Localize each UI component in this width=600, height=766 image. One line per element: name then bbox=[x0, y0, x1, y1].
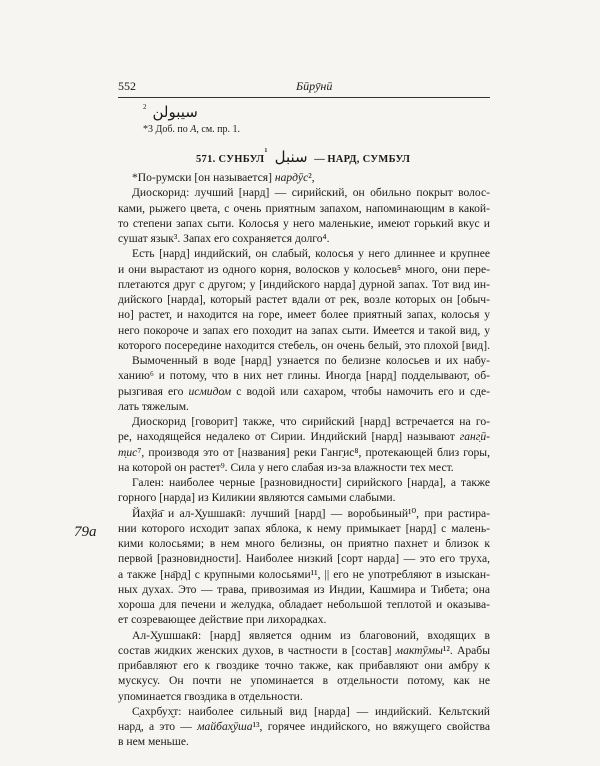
page-header bbox=[118, 79, 490, 97]
entry-translation: — НАРД, СУМБУЛ bbox=[314, 154, 411, 165]
text-run: с водой или сахаром, чтобы намочить его и сде- bbox=[231, 384, 490, 398]
text-run: ханию⁶ и потому, что в них нет глины. Иногда [нард] подделывают, об- bbox=[118, 369, 490, 383]
text-line bbox=[118, 246, 490, 261]
entry-title bbox=[196, 148, 410, 166]
text-line bbox=[118, 719, 490, 734]
text-line bbox=[118, 307, 490, 322]
entry-number: 571. СУНБУЛ bbox=[196, 154, 265, 165]
footnote-3 bbox=[143, 124, 240, 135]
text-line bbox=[118, 460, 490, 475]
text-line bbox=[118, 368, 490, 383]
text-run: ¹³, горячее индийского, но вяжущего свойства bbox=[252, 720, 490, 733]
text-line bbox=[118, 536, 490, 551]
text-line bbox=[118, 689, 490, 704]
text-line bbox=[118, 551, 490, 566]
italic-term: нардӯс bbox=[274, 171, 309, 184]
text-run: сушат язык³. Запах его сохраняется долго⁴. bbox=[118, 232, 330, 245]
text-run: нии которого исходит запах яблока, к нему примыкает [нард] с малень- bbox=[118, 521, 490, 535]
text-run: на которой он растет⁹. Сила у него слабая из-за влажности тех мест. bbox=[118, 460, 454, 474]
text-run: ², bbox=[308, 171, 315, 184]
entry-body bbox=[118, 170, 490, 750]
text-run: в нем меньше. bbox=[118, 735, 189, 749]
text-run: прибавляют его к гвоздике точно также, как прибавляют они амбру к bbox=[118, 659, 490, 672]
text-line bbox=[118, 429, 490, 444]
text-run: *По-румски [он называется] bbox=[132, 171, 275, 184]
text-run: ет созревающее действие при лихорадках. bbox=[118, 613, 327, 627]
text-run: ных духах. Это — трава, привозимая из Индии, Кашмира и Тибета; она bbox=[118, 582, 490, 596]
text-run: первой [разновидности]. Наиболее низкий [сорт нарда] — это его труха, bbox=[118, 552, 490, 566]
text-run: которого посередине находится стебель, он очень белый, это плохой [вид]. bbox=[118, 338, 490, 352]
text-line bbox=[118, 643, 490, 658]
text-run: упоминается гвоздика в отдельности. bbox=[118, 689, 303, 703]
text-run: состав жидких женских духов, в частности в [состав] bbox=[118, 643, 396, 657]
text-run: Диоскорид: лучший [нард] — сирийский, он обильно покрыт волос- bbox=[132, 186, 490, 200]
text-line bbox=[118, 490, 490, 505]
footnote-2-marker: 2 bbox=[143, 103, 147, 111]
footnote-2-arabic: سيبولن bbox=[152, 103, 198, 121]
italic-term: т̣ис bbox=[118, 445, 138, 459]
text-run: Вымоченный в воде [нард] узнается по белизне колосьев и их набу- bbox=[132, 354, 490, 367]
page-number: 552 bbox=[118, 79, 136, 93]
text-run: дийского [нарда], который растет вдали от рек, возле которых он [обыч- bbox=[118, 293, 490, 306]
text-run: ⁷, производя это от [названия] реки Ганг̣ис⁸, протекающей близ горы, bbox=[137, 445, 490, 459]
text-line bbox=[118, 475, 490, 490]
text-line bbox=[118, 521, 490, 536]
text-run: С̣ахрбух̮т: наиболее сильный вид [нарда] — индийский. Кельтский bbox=[132, 704, 490, 718]
text-run: но] растет, и находится на горе, имеет более приятный запах, колосья у bbox=[118, 308, 490, 322]
margin-folio-note: 79a bbox=[74, 524, 97, 540]
text-run: нард, а это — bbox=[118, 720, 198, 733]
text-line bbox=[118, 323, 490, 338]
text-line bbox=[118, 673, 490, 688]
text-line bbox=[118, 734, 490, 749]
text-run: горного [нарда] из Киликии являются самыми слабыми. bbox=[118, 491, 396, 505]
text-line bbox=[118, 704, 490, 719]
text-run: то степени запах сыти. Колосья у него маленькие, имеют горький вкус и bbox=[118, 216, 490, 230]
text-line bbox=[118, 445, 490, 460]
text-run: Диоскорид [говорит] также, что сирийский [нард] встречается на го- bbox=[132, 415, 490, 428]
text-line bbox=[118, 277, 490, 292]
text-run: хороша для печени и желудка, обладает небольшой теплотой и оказыва- bbox=[118, 598, 490, 611]
text-line bbox=[118, 185, 490, 200]
text-run: Есть [нард] индийский, он слабый, колосья у него длиннее и крупнее bbox=[132, 247, 490, 261]
text-line bbox=[118, 353, 490, 368]
footnote-2 bbox=[143, 103, 198, 121]
entry-marker: 1 bbox=[264, 148, 268, 154]
text-line bbox=[118, 582, 490, 597]
text-line bbox=[118, 567, 490, 582]
text-line bbox=[118, 628, 490, 643]
footnote-3-text-c: , см. пр. 1. bbox=[196, 124, 240, 135]
text-run: кими колосьями; в нем много белизны, он приятно пахнет и близок к bbox=[118, 537, 490, 550]
text-line bbox=[118, 384, 490, 399]
text-run: мускусу. Он почти не упоминается в отдельности потому, как не bbox=[118, 674, 490, 688]
text-line bbox=[118, 338, 490, 353]
text-run: лать тяжелым. bbox=[118, 399, 189, 413]
italic-term: исмидом bbox=[188, 384, 232, 398]
text-line bbox=[118, 506, 490, 521]
text-line bbox=[118, 414, 490, 429]
footnote-3-marker: *3 bbox=[143, 124, 153, 135]
entry-arabic: سنبل bbox=[274, 148, 308, 166]
footnote-3-text-a: Доб. по bbox=[155, 124, 191, 135]
text-line bbox=[118, 612, 490, 627]
italic-term: мактӯмы bbox=[395, 643, 443, 657]
text-line bbox=[118, 658, 490, 673]
text-line bbox=[118, 262, 490, 277]
header-rule bbox=[118, 97, 490, 98]
italic-term: майбах̮ӯша bbox=[197, 720, 253, 733]
text-run: плетаются друг с другом; у [индийского нарда] дурной запах. Тот вид ин- bbox=[118, 277, 490, 291]
text-run: и они вырастают из одного корня, волосков у колосьев⁵ много, они пере- bbox=[118, 262, 490, 276]
text-line bbox=[118, 292, 490, 307]
text-run: Йах̣йа̄ и ал-Х̮ушшакӣ: лучший [нард] — воробьиный¹⁰, при растира- bbox=[132, 506, 490, 520]
text-line bbox=[118, 201, 490, 216]
text-line bbox=[118, 231, 490, 246]
running-head: Бӣрӯнӣ bbox=[296, 79, 333, 93]
text-run: ками, рыжего цвета, с очень приятным запахом, напоминающим в какой- bbox=[118, 201, 490, 215]
text-run: Ал-Х̮ушшакӣ: [нард] является одним из благовоний, входящих в bbox=[132, 628, 490, 642]
text-line bbox=[118, 216, 490, 231]
text-line bbox=[118, 597, 490, 612]
text-run: Гален: наиболее черные [разновидности] сирийского [нарда], а также bbox=[132, 476, 490, 489]
text-run: ре, находящейся недалеко от Сирии. Индийский [нард] называют bbox=[118, 430, 460, 444]
text-run: ¹². Арабы bbox=[442, 643, 490, 657]
text-line bbox=[118, 170, 490, 185]
text-run: него покороче и запах его походит на запах сыти. Имеется и такой вид, у bbox=[118, 323, 490, 337]
italic-term: ганг̣ӣ- bbox=[459, 430, 490, 444]
text-line bbox=[118, 399, 490, 414]
text-run: а также [на̄рд] с крупными колосьями¹¹, || его не употребляют в изыскан- bbox=[118, 567, 490, 581]
text-run: рызгивая его bbox=[118, 384, 189, 398]
footnote-3-text-b: A bbox=[190, 124, 197, 135]
